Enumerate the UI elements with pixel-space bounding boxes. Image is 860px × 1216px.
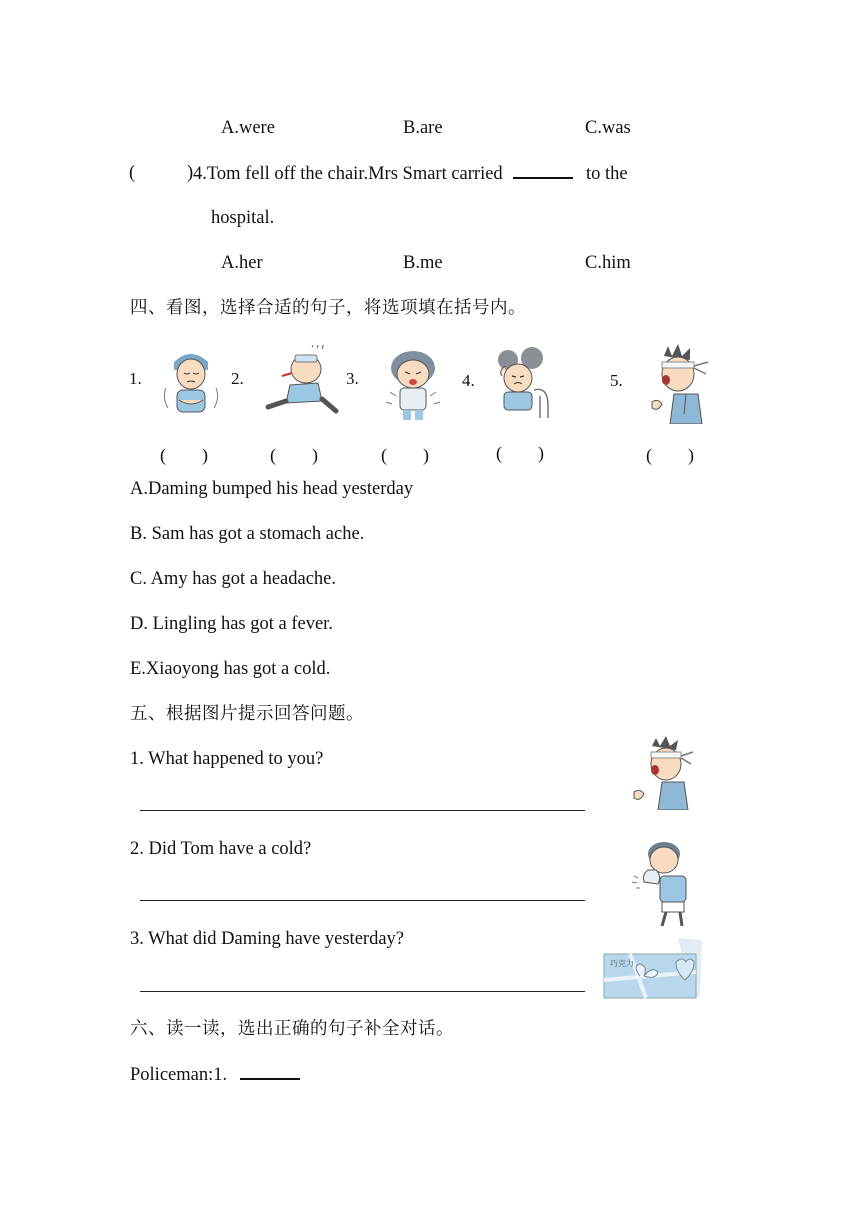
section4-title: 四、看图，选择合适的句子，将选项填在括号内。 (130, 298, 526, 318)
picture-5-answer-paren[interactable]: ( ) (646, 445, 694, 465)
q4-fill-blank[interactable] (513, 161, 573, 179)
section5-answer-line-3[interactable] (140, 991, 585, 992)
q4-option-b: B.me (403, 253, 443, 273)
q3-option-a: A.were (221, 118, 275, 138)
section4-option-e: E.Xiaoyong has got a cold. (130, 659, 331, 679)
policeman-line-1 (130, 1062, 300, 1087)
q4-option-a: A.her (221, 253, 263, 273)
section5-answer-line-1[interactable] (140, 810, 585, 811)
q4-stem-continued: hospital. (211, 208, 275, 228)
q4-option-c: C.him (585, 253, 631, 273)
section5-question-3: 3. What did Daming have yesterday? (130, 929, 404, 949)
picture-4-answer-paren[interactable]: ( ) (496, 443, 544, 463)
picture-number-1: 1. (129, 369, 142, 388)
chocolate-box-icon (600, 936, 704, 1002)
section4-option-c: C. Amy has got a headache. (130, 569, 337, 589)
picture-2-answer-paren[interactable]: ( ) (270, 445, 318, 465)
q4-stem-after: to the (585, 164, 628, 184)
policeman-line-1-blank[interactable] (240, 1062, 300, 1080)
sneezing-boy-icon (626, 836, 700, 930)
section5-answer-line-2[interactable] (140, 900, 585, 901)
q3-option-b: B.are (403, 118, 443, 138)
section4-option-a: A.Daming bumped his head yesterday (130, 479, 414, 499)
picture-1-answer-paren[interactable]: ( ) (160, 445, 208, 465)
girl-fever-icon (262, 345, 340, 417)
section5-question-2: 2. Did Tom have a cold? (130, 839, 312, 859)
policeman-line-1-label: Policeman:1. (130, 1065, 228, 1085)
bandaged-boy-icon (628, 736, 698, 810)
girl-headache-icon (490, 346, 552, 422)
picture-number-4: 4. (462, 371, 475, 390)
q4-answer-paren-close[interactable]: ) (187, 163, 194, 183)
section5-title: 五、根据图片提示回答问题。 (130, 704, 364, 724)
boy-bumped-head-icon (638, 344, 714, 424)
picture-number-5: 5. (610, 371, 623, 390)
picture-3-answer-paren[interactable]: ( ) (381, 445, 429, 465)
q4-stem-before: 4.Tom fell off the chair.Mrs Smart carried (193, 164, 503, 184)
boy-cold-icon (376, 344, 450, 424)
section5-question-1: 1. What happened to you? (130, 749, 324, 769)
picture-number-2: 2. (231, 369, 244, 388)
section6-title: 六、读一读，选出正确的句子补全对话。 (130, 1019, 454, 1039)
q3-option-c: C.was (585, 118, 631, 138)
picture-number-3: 3. (346, 369, 359, 388)
chocolate-box-label: 巧克力 (610, 959, 634, 968)
section4-option-b: B. Sam has got a stomach ache. (130, 524, 365, 544)
boy-stomach-ache-icon (160, 348, 222, 424)
section4-option-d: D. Lingling has got a fever. (130, 614, 333, 634)
q4-answer-paren-open[interactable]: ( (129, 163, 136, 183)
q4-stem (193, 161, 628, 186)
